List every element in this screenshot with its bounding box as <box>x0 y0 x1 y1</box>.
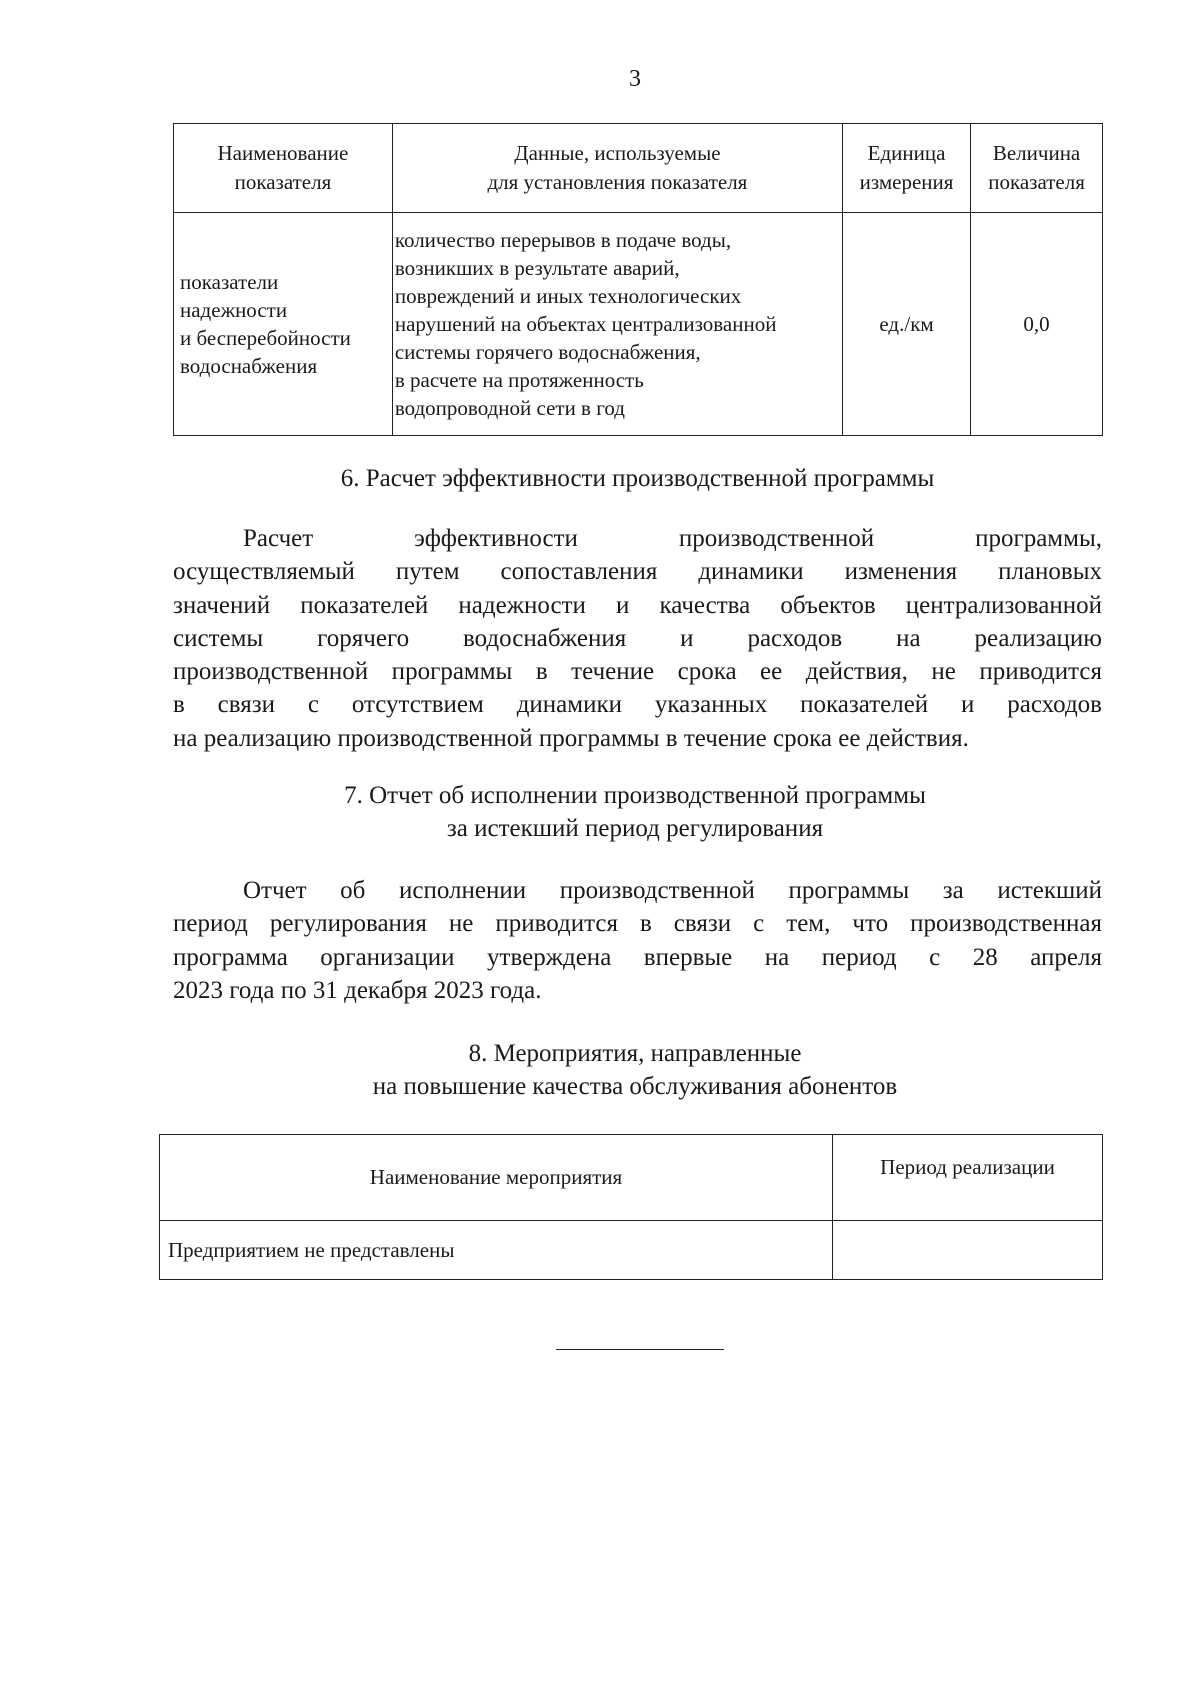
section-8-heading: 8. Мероприятия, направленные на повышение качества обслуживания абонентов <box>372 1040 898 1100</box>
indicators-table-header <box>174 124 1103 213</box>
cell-source-data: количество перерывов в подаче воды, возникших в результате аварий, повреждений и иных технологических нарушений на объектах централизованной системы горячего водоснабжения, в расчете на протяженность водопроводной сети в год <box>392 213 842 436</box>
header-period: Период реализации <box>833 1135 1103 1221</box>
section-7-heading: 7. Отчет об исполнении производственной программы за истекший период регулирования <box>344 782 926 842</box>
activities-table <box>159 1134 1103 1280</box>
section-7-paragraph: Отчет об исполнении производственной программы за истекший период регулирования не приводится в связи с тем, что производственная программа организации утверждена впервые на период с 28 апреля 2023 года по 31 декабря 2023 года. <box>173 877 1102 1004</box>
header-source-data: Данные, используемые для установления показателя <box>392 124 842 213</box>
cell-activity-name: Предприятием не представлены <box>160 1221 833 1280</box>
indicators-table <box>173 123 1103 436</box>
cell-unit: ед./км <box>843 213 971 436</box>
activities-table-header <box>160 1135 1103 1221</box>
end-rule <box>556 1349 724 1350</box>
section-6-heading: 6. Расчет эффективности производственной программы <box>340 465 935 492</box>
header-unit: Единица измерения <box>843 124 971 213</box>
cell-period <box>833 1221 1103 1280</box>
page-number: 3 <box>629 66 641 92</box>
cell-value: 0,0 <box>971 213 1103 436</box>
header-value: Величина показателя <box>971 124 1103 213</box>
header-indicator-name: Наименование показателя <box>174 124 393 213</box>
cell-indicator-name: показатели надежности и бесперебойности водоснабжения <box>174 213 393 436</box>
table-row <box>174 213 1103 436</box>
header-activity-name: Наименование мероприятия <box>160 1135 833 1221</box>
section-6-paragraph: Расчет эффективности производственной программы, осуществляемый путем сопоставления динамики изменения плановых значений показателей надежности и качества объектов централизованной системы горячего водоснабжения и расходов на реализацию производственной программы в течение срока ее действия, не приводится в связи с отсутствием динамики указанных показателей и расходов на реализацию производственной программы в течение срока ее действия. <box>173 525 1102 752</box>
table-row <box>160 1221 1103 1280</box>
